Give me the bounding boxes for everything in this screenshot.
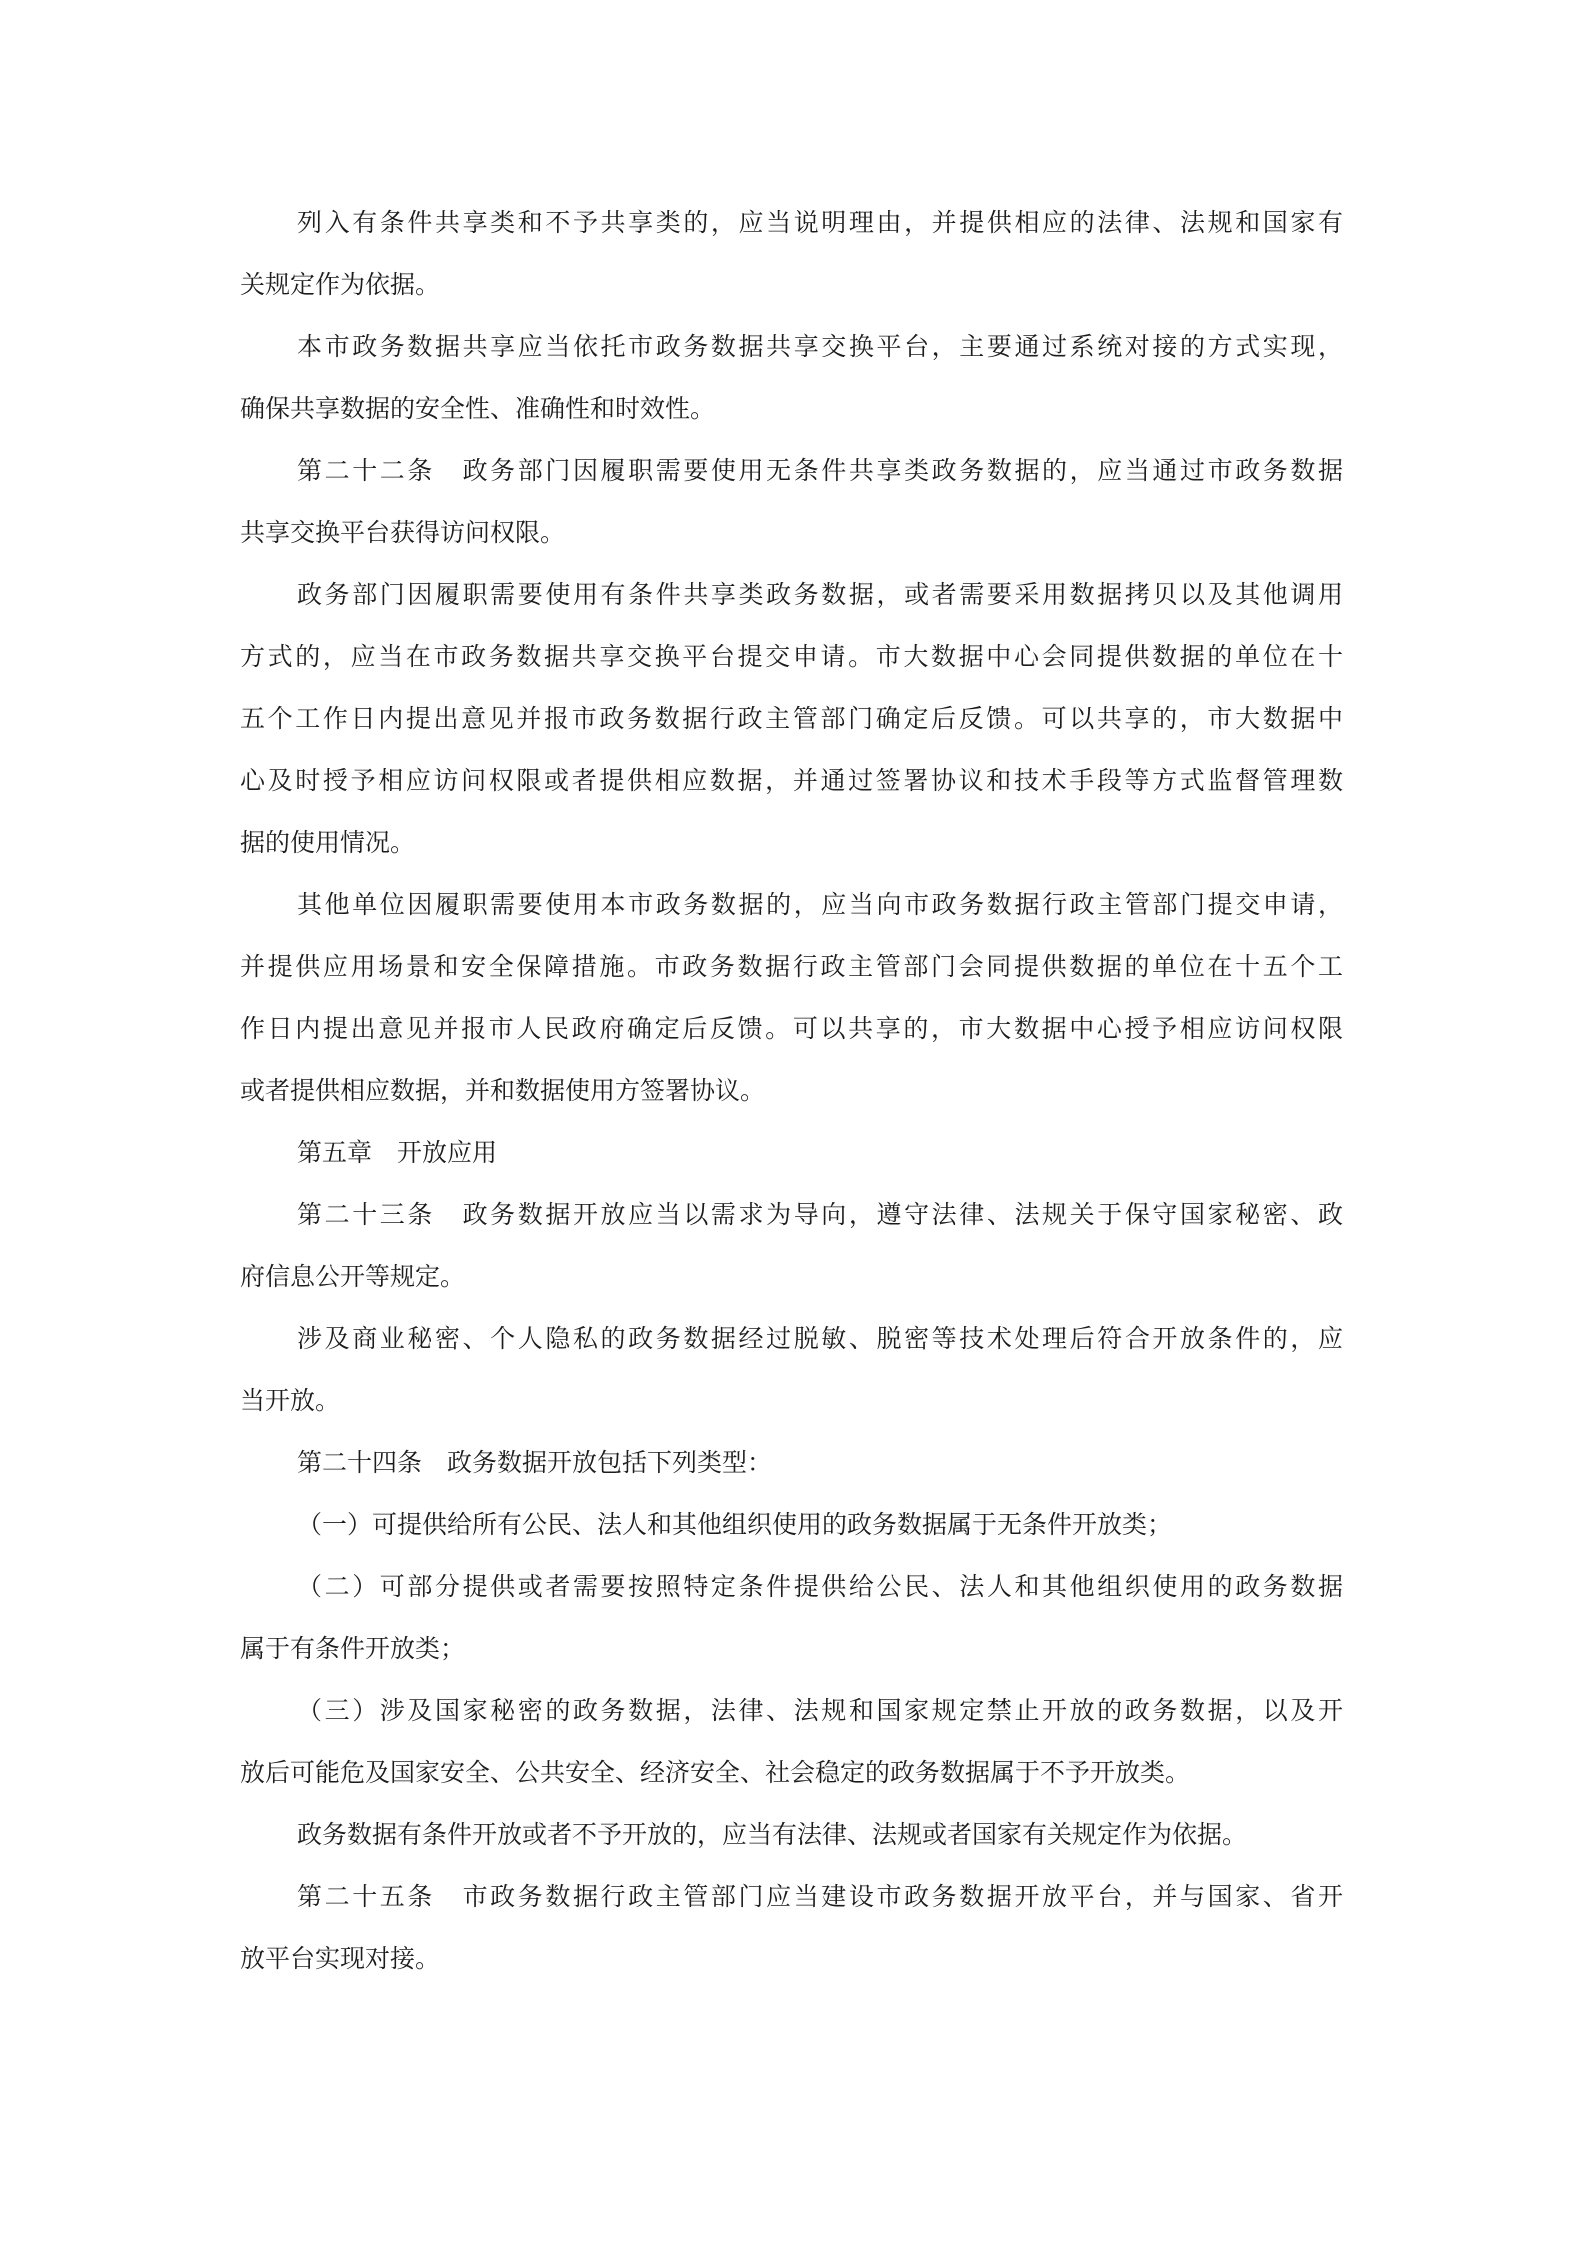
paragraph-line: 政务数据有条件开放或者不予开放的，应当有法律、法规或者国家有关规定作为依据。 xyxy=(297,1820,1248,1849)
paragraph-line: 并提供应用场景和安全保障措施。市政务数据行政主管部门会同提供数据的单位在十五个工 xyxy=(240,952,1343,981)
paragraph-line: 涉及商业秘密、个人隐私的政务数据经过脱敏、脱密等技术处理后符合开放条件的，应 xyxy=(297,1324,1343,1353)
paragraph-line: 共享交换平台获得访问权限。 xyxy=(240,518,566,547)
paragraph-line: 关规定作为依据。 xyxy=(240,270,441,299)
chapter-heading: 第五章 开放应用 xyxy=(297,1138,498,1167)
article-heading-line: 第二十三条 政务数据开放应当以需求为导向，遵守法律、法规关于保守国家秘密、政 xyxy=(297,1200,1343,1229)
paragraph-line: 府信息公开等规定。 xyxy=(240,1262,466,1291)
article-heading-line: 第二十二条 政务部门因履职需要使用无条件共享类政务数据的，应当通过市政务数据 xyxy=(297,456,1343,485)
paragraph-line: 列入有条件共享类和不予共享类的，应当说明理由，并提供相应的法律、法规和国家有 xyxy=(297,208,1343,237)
paragraph-line: 当开放。 xyxy=(240,1386,341,1415)
paragraph-line: 或者提供相应数据，并和数据使用方签署协议。 xyxy=(240,1076,766,1105)
list-item-line: 属于有条件开放类； xyxy=(240,1634,466,1663)
paragraph-line: 确保共享数据的安全性、准确性和时效性。 xyxy=(240,394,716,423)
paragraph-line: 据的使用情况。 xyxy=(240,828,416,857)
paragraph-line: 心及时授予相应访问权限或者提供相应数据，并通过签署协议和技术手段等方式监督管理数 xyxy=(240,766,1343,795)
article-heading-line: 第二十四条 政务数据开放包括下列类型： xyxy=(297,1448,773,1477)
paragraph-line: 其他单位因履职需要使用本市政务数据的，应当向市政务数据行政主管部门提交申请， xyxy=(297,890,1343,919)
list-item-line: （一）可提供给所有公民、法人和其他组织使用的政务数据属于无条件开放类； xyxy=(297,1510,1173,1539)
paragraph-line: 本市政务数据共享应当依托市政务数据共享交换平台，主要通过系统对接的方式实现， xyxy=(297,332,1343,361)
list-item-line: （三）涉及国家秘密的政务数据，法律、法规和国家规定禁止开放的政务数据，以及开 xyxy=(297,1696,1343,1725)
list-item-line: （二）可部分提供或者需要按照特定条件提供给公民、法人和其他组织使用的政务数据 xyxy=(297,1572,1343,1601)
list-item-line: 放后可能危及国家安全、公共安全、经济安全、社会稳定的政务数据属于不予开放类。 xyxy=(240,1758,1191,1787)
paragraph-line: 放平台实现对接。 xyxy=(240,1944,441,1973)
paragraph-line: 方式的，应当在市政务数据共享交换平台提交申请。市大数据中心会同提供数据的单位在十 xyxy=(240,642,1343,671)
article-heading-line: 第二十五条 市政务数据行政主管部门应当建设市政务数据开放平台，并与国家、省开 xyxy=(297,1882,1343,1911)
paragraph-line: 政务部门因履职需要使用有条件共享类政务数据，或者需要采用数据拷贝以及其他调用 xyxy=(297,580,1343,609)
paragraph-line: 作日内提出意见并报市人民政府确定后反馈。可以共享的，市大数据中心授予相应访问权限 xyxy=(240,1014,1343,1043)
paragraph-line: 五个工作日内提出意见并报市政务数据行政主管部门确定后反馈。可以共享的，市大数据中 xyxy=(240,704,1343,733)
